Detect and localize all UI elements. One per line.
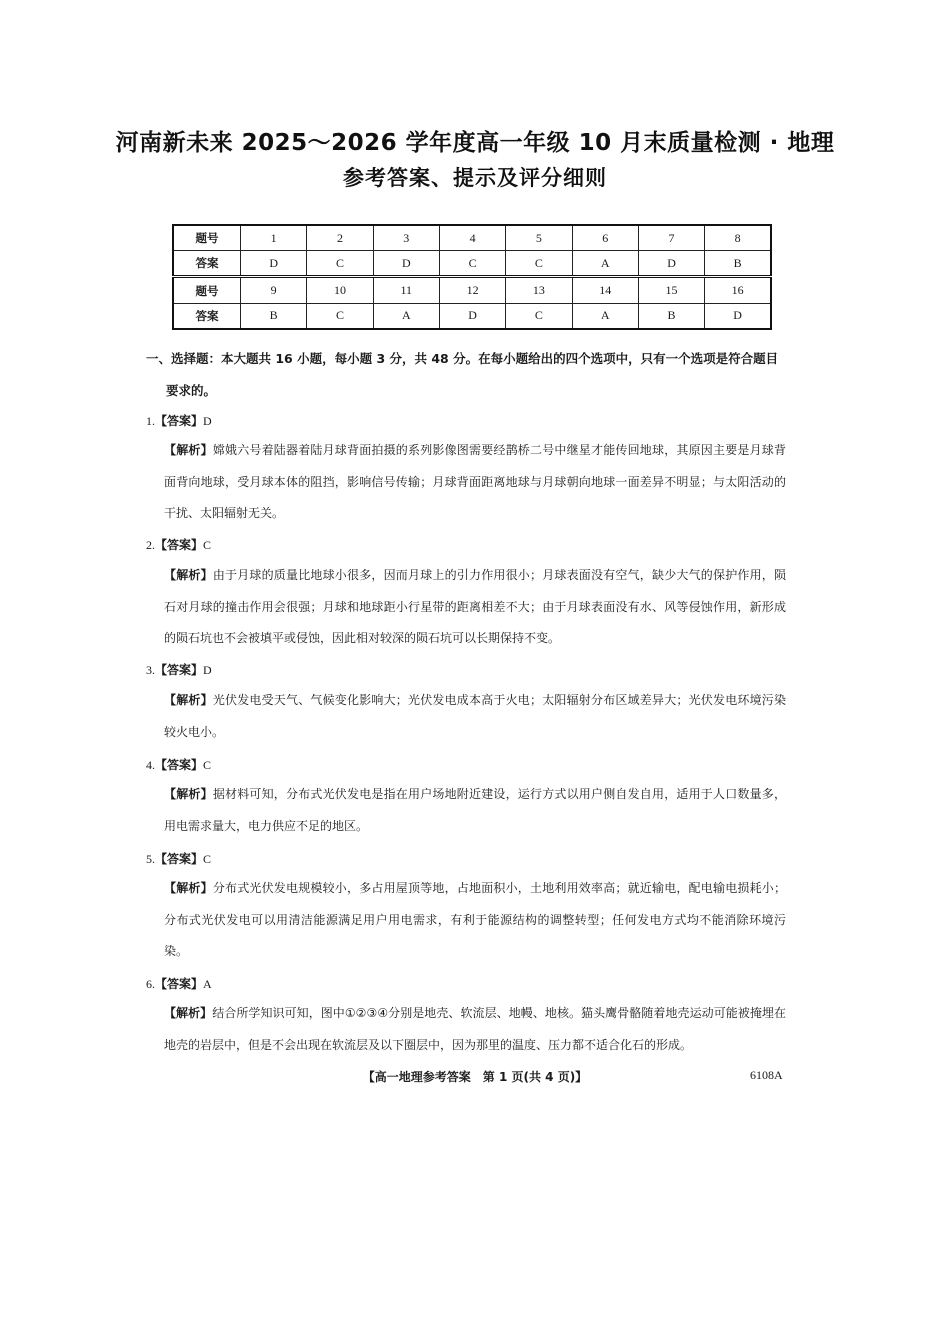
table-cell: A: [373, 303, 439, 329]
analysis-paragraph: [164, 685, 786, 748]
analysis-text: 据材料可知，分布式光伏发电是指在用户场地附近建设，运行方式以用户侧自发自用，适用于人口数量多，用电需求量大，电力供应不足的地区。: [164, 787, 786, 833]
table-cell: 9: [241, 277, 307, 303]
table-cell: D: [241, 251, 307, 277]
answer-label: 【答案】: [155, 852, 204, 866]
table-cell: D: [638, 251, 704, 277]
row-header: 答案: [173, 251, 241, 277]
table-cell: D: [439, 303, 505, 329]
question-number: 6.: [146, 977, 155, 991]
table-cell: 12: [439, 277, 505, 303]
analysis-text: 由于月球的质量比地球小很多，因而月球上的引力作用很小；月球表面没有空气，缺少大气的保护作用，陨石对月球的撞击作用会很强；月球和地球距小行星带的距离相差不大；由于月球表面没有水、风等侵蚀作用，新形成的陨石坑也不会被填平或侵蚀，因此相对较深的陨石坑可以长期保持不变。: [164, 568, 786, 645]
answer-value: A: [203, 977, 212, 991]
table-row: [173, 277, 771, 303]
table-cell: A: [572, 251, 638, 277]
question-number: 5.: [146, 852, 155, 866]
answer-line: [146, 849, 211, 869]
analysis-text: 结合所学知识可知，图中①②③④分别是地壳、软流层、地幔、地核。猫头鹰骨骼随着地壳运动可能被掩埋在地壳的岩层中，但是不会出现在软流层及以下圈层中，因为那里的温度、压力都不适合化石的形成。: [164, 1006, 786, 1052]
page-info: 【高一地理参考答案 第 1 页(共 4 页)】: [362, 1070, 588, 1084]
analysis-label: 【解析】: [164, 693, 213, 707]
table-row: [173, 303, 771, 329]
table-cell: 3: [373, 225, 439, 251]
table-row: [173, 225, 771, 251]
analysis-paragraph: [164, 998, 786, 1061]
table-cell: C: [506, 303, 572, 329]
analysis-text: 嫦娥六号着陆器着陆月球背面拍摄的系列影像图需要经鹊桥二号中继星才能传回地球，其原因主要是月球背面背向地球，受月球本体的阻挡，影响信号传输；月球背面距离地球与月球朝向地球一面差异不明显；与太阳活动的干扰、太阳辐射无关。: [164, 443, 786, 520]
table-cell: 4: [439, 225, 505, 251]
analysis-label: 【解析】: [164, 881, 213, 895]
answer-value: D: [203, 663, 212, 677]
table-cell: 2: [307, 225, 373, 251]
row-header: 题号: [173, 277, 241, 303]
table-cell: 16: [705, 277, 771, 303]
answer-line: [146, 755, 211, 775]
table-cell: 5: [506, 225, 572, 251]
table-cell: 13: [506, 277, 572, 303]
section-heading-line: 一、选择题：本大题共 16 小题，每小题 3 分，共 48 分。在每小题给出的四个选项中，只有一个选项是符合题目: [146, 351, 779, 366]
analysis-paragraph: [164, 435, 786, 530]
answer-label: 【答案】: [155, 538, 204, 552]
table-cell: B: [638, 303, 704, 329]
answer-label: 【答案】: [155, 663, 204, 677]
answer-value: C: [203, 852, 212, 866]
section-heading-continuation: 要求的。: [166, 383, 217, 398]
table-cell: 7: [638, 225, 704, 251]
question-number: 3.: [146, 663, 155, 677]
analysis-text: 分布式光伏发电规模较小，多占用屋顶等地，占地面积小，土地利用效率高；就近输电，配电输电损耗小；分布式光伏发电可以用清洁能源满足用户用电需求，有利于能源结构的调整转型；任何发电方式均不能消除环境污染。: [164, 881, 786, 958]
answer-label: 【答案】: [155, 414, 204, 428]
table-cell: 1: [241, 225, 307, 251]
table-cell: B: [705, 251, 771, 277]
section-heading: [146, 343, 796, 407]
answer-line: [146, 660, 212, 680]
document-title: 河南新未来 2025～2026 学年度高一年级 10 月末质量检测 · 地理: [115, 130, 835, 156]
answer-value: D: [203, 414, 212, 428]
question-number: 2.: [146, 538, 155, 552]
question-number: 4.: [146, 758, 155, 772]
answer-value: C: [203, 758, 212, 772]
row-header: 答案: [173, 303, 241, 329]
answer-line: [146, 974, 212, 994]
document-subtitle: 参考答案、提示及评分细则: [343, 166, 607, 190]
table-cell: 6: [572, 225, 638, 251]
table-cell: D: [705, 303, 771, 329]
table-cell: D: [373, 251, 439, 277]
table-row: [173, 251, 771, 277]
analysis-text: 光伏发电受天气、气候变化影响大；光伏发电成本高于火电；太阳辐射分布区域差异大；光伏发电环境污染较火电小。: [164, 693, 786, 739]
table-cell: C: [439, 251, 505, 277]
table-cell: B: [241, 303, 307, 329]
table-cell: 15: [638, 277, 704, 303]
table-cell: A: [572, 303, 638, 329]
analysis-label: 【解析】: [164, 787, 213, 801]
table-cell: C: [307, 303, 373, 329]
question-number: 1.: [146, 414, 155, 428]
table-cell: C: [506, 251, 572, 277]
answer-line: [146, 411, 212, 431]
answer-label: 【答案】: [155, 977, 204, 991]
table-cell: 8: [705, 225, 771, 251]
analysis-label: 【解析】: [164, 443, 213, 457]
analysis-label: 【解析】: [164, 1006, 213, 1020]
document-code: 6108A: [750, 1068, 783, 1082]
analysis-label: 【解析】: [164, 568, 213, 582]
answer-label: 【答案】: [155, 758, 204, 772]
table-cell: 11: [373, 277, 439, 303]
row-header: 题号: [173, 225, 241, 251]
analysis-paragraph: [164, 873, 786, 968]
table-cell: 10: [307, 277, 373, 303]
table-cell: C: [307, 251, 373, 277]
analysis-paragraph: [164, 560, 786, 655]
table-cell: 14: [572, 277, 638, 303]
answer-line: [146, 535, 211, 555]
answer-value: C: [203, 538, 212, 552]
answer-table: [172, 224, 772, 330]
analysis-paragraph: [164, 779, 786, 842]
